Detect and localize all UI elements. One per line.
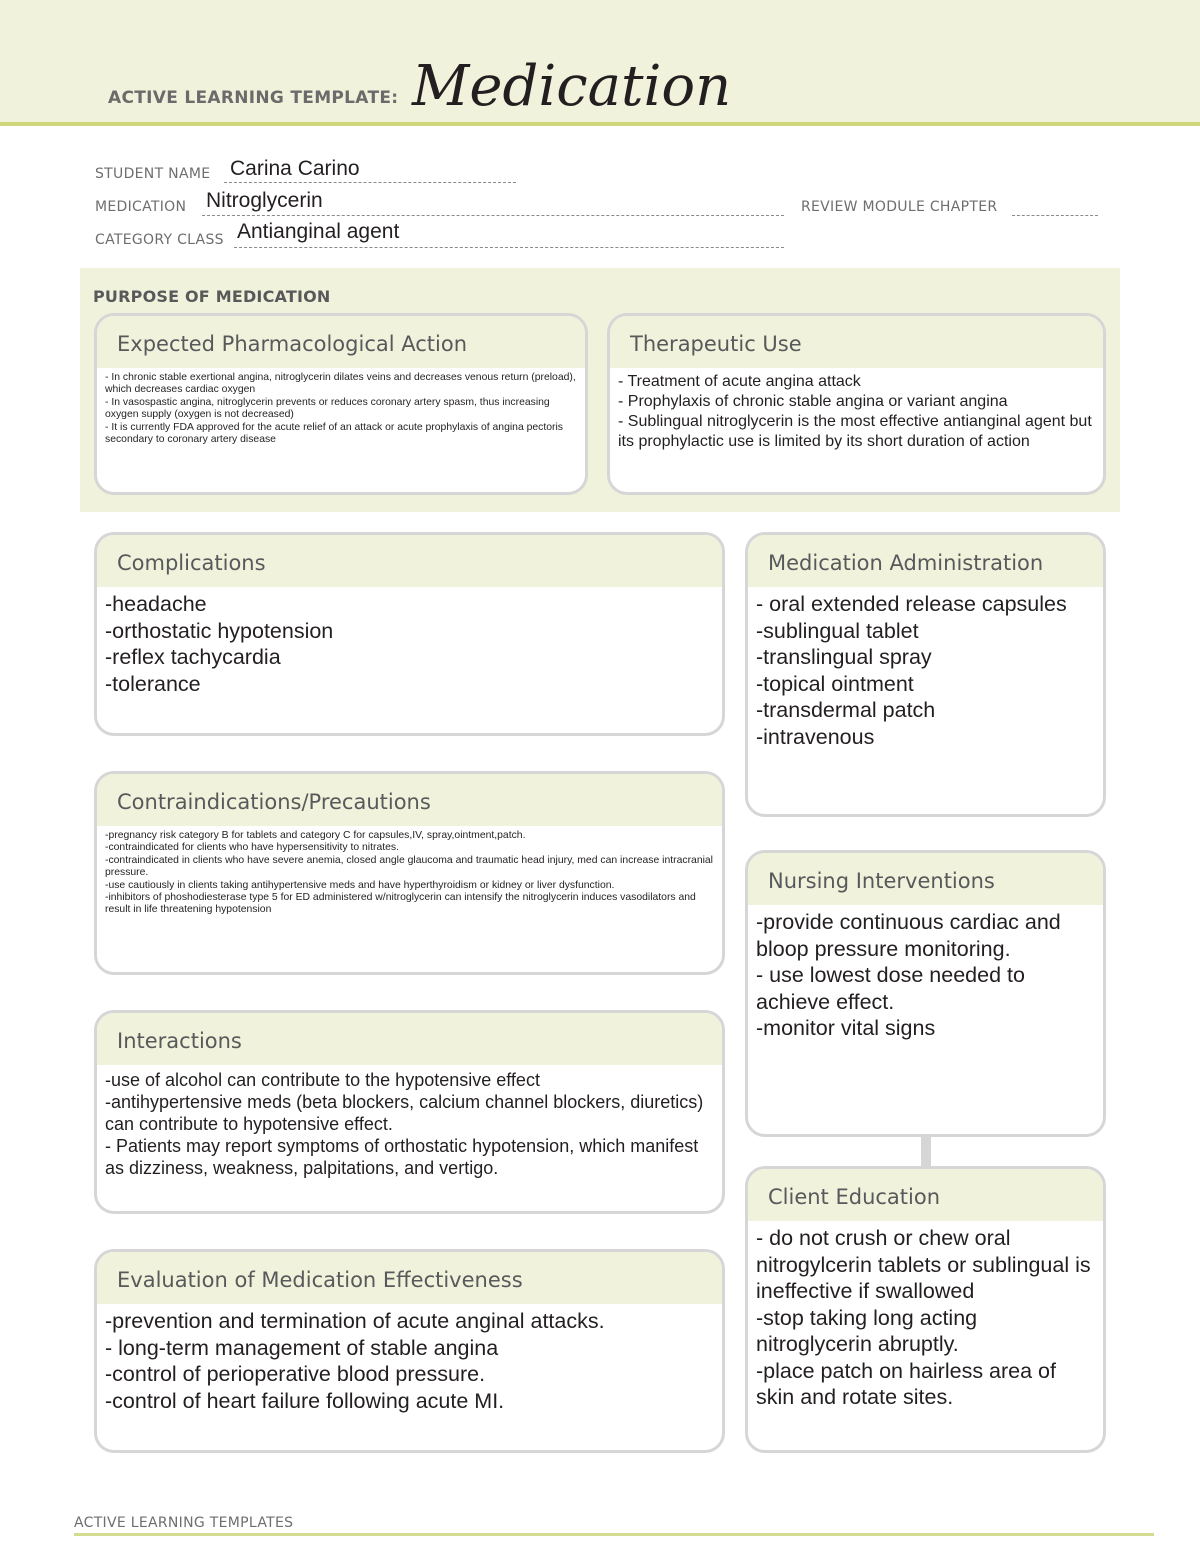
header-rule bbox=[0, 122, 1200, 126]
footer-label: ACTIVE LEARNING TEMPLATES bbox=[74, 1515, 294, 1531]
purpose-title: PURPOSE OF MEDICATION bbox=[93, 287, 331, 306]
client-education-title: Client Education bbox=[748, 1169, 1103, 1221]
evaluation-text[interactable]: -prevention and termination of acute anginal attacks. - long-term management of stable angina -control of perioperative blood pressure. -control of heart failure following acute MI. bbox=[105, 1309, 605, 1413]
interactions-card bbox=[94, 1010, 725, 1214]
nursing-interventions-card bbox=[745, 850, 1106, 1137]
therapeutic-use-card bbox=[607, 313, 1106, 495]
client-education-card bbox=[745, 1166, 1106, 1453]
review-module-label: REVIEW MODULE CHAPTER bbox=[801, 199, 998, 215]
student-name-value[interactable]: Carina Carino bbox=[230, 157, 360, 180]
expected-action-text[interactable]: - In chronic stable exertional angina, nitroglycerin dilates veins and decreases venous return (preload), which decreases cardiac oxygen - In vasospastic angina, nitroglycerin prevents or reduces coronary artery spasm, thus increasing oxygen supply (oxygen is not decreased) - It is currently FDA approved for the acute relief of an attack or acute prophylaxis of angina pectoris secondary to coronary artery disease bbox=[105, 372, 576, 446]
therapeutic-use-text[interactable]: - Treatment of acute angina attack - Prophylaxis of chronic stable angina or variant angina - Sublingual nitroglycerin is the most effective antianginal agent but its prophylactic use is limited by its short duration of action bbox=[618, 373, 1092, 450]
medication-administration-text[interactable]: - oral extended release capsules -sublingual tablet -translingual spray -topical ointment -transdermal patch -intravenous bbox=[756, 592, 1067, 749]
complications-card bbox=[94, 532, 725, 736]
student-name-line bbox=[224, 182, 516, 183]
evaluation-title: Evaluation of Medication Effectiveness bbox=[97, 1252, 722, 1304]
medication-value[interactable]: Nitroglycerin bbox=[206, 189, 323, 212]
medication-administration-card bbox=[745, 532, 1106, 817]
footer-rule bbox=[74, 1533, 1154, 1536]
medication-label: MEDICATION bbox=[95, 199, 187, 215]
evaluation-card bbox=[94, 1249, 725, 1453]
expected-action-card bbox=[94, 313, 588, 495]
contraindications-card bbox=[94, 771, 725, 975]
therapeutic-use-title: Therapeutic Use bbox=[610, 316, 1103, 368]
page-title: Medication bbox=[412, 54, 732, 119]
interactions-text[interactable]: -use of alcohol can contribute to the hypotensive effect -antihypertensive meds (beta blockers, calcium channel blockers, diuretics) can contribute to hypotensive effect. - Patients may report symptoms of orthostatic hypotension, which manifest as dizziness, weakness, palpitations, and vertigo. bbox=[105, 1070, 704, 1178]
contraindications-text[interactable]: -pregnancy risk category B for tablets and category C for capsules,IV, spray,ointment,patch. -contraindicated for clients who have hypersensitivity to nitrates. -contraindicated in clients who have severe anemia, closed angle glaucoma and traumatic head injury, med can increase intracranial pressure. -use cautiously in clients taking antihypertensive meds and have hyperthyroidism or kidney or liver dysfunction. -inhibitors of phoshodiesterase type 5 for ED administered w/nitroglycerin can intensify the nitroglycerin induces vasodilators and result in life threatening hypotension bbox=[105, 830, 713, 916]
client-education-text[interactable]: - do not crush or chew oral nitrogylcerin tablets or sublingual is ineffective if swallowed -stop taking long acting nitroglycerin abruptly. -place patch on hairless area of skin and rotate sites. bbox=[756, 1226, 1091, 1409]
medication-administration-title: Medication Administration bbox=[748, 535, 1103, 587]
template-label: ACTIVE LEARNING TEMPLATE: bbox=[108, 88, 399, 108]
expected-action-title: Expected Pharmacological Action bbox=[97, 316, 585, 368]
complications-title: Complications bbox=[97, 535, 722, 587]
connector-line bbox=[921, 1136, 931, 1166]
medication-line bbox=[202, 215, 784, 216]
student-name-label: STUDENT NAME bbox=[95, 166, 211, 182]
review-module-line bbox=[1012, 215, 1098, 216]
category-class-value[interactable]: Antianginal agent bbox=[237, 220, 400, 243]
nursing-interventions-text[interactable]: -provide continuous cardiac and bloop pressure monitoring. - use lowest dose needed to achieve effect. -monitor vital signs bbox=[756, 910, 1061, 1040]
category-class-line bbox=[234, 247, 784, 248]
complications-text[interactable]: -headache -orthostatic hypotension -reflex tachycardia -tolerance bbox=[105, 592, 334, 696]
contraindications-title: Contraindications/Precautions bbox=[97, 774, 722, 826]
nursing-interventions-title: Nursing Interventions bbox=[748, 853, 1103, 905]
interactions-title: Interactions bbox=[97, 1013, 722, 1065]
category-class-label: CATEGORY CLASS bbox=[95, 232, 224, 248]
